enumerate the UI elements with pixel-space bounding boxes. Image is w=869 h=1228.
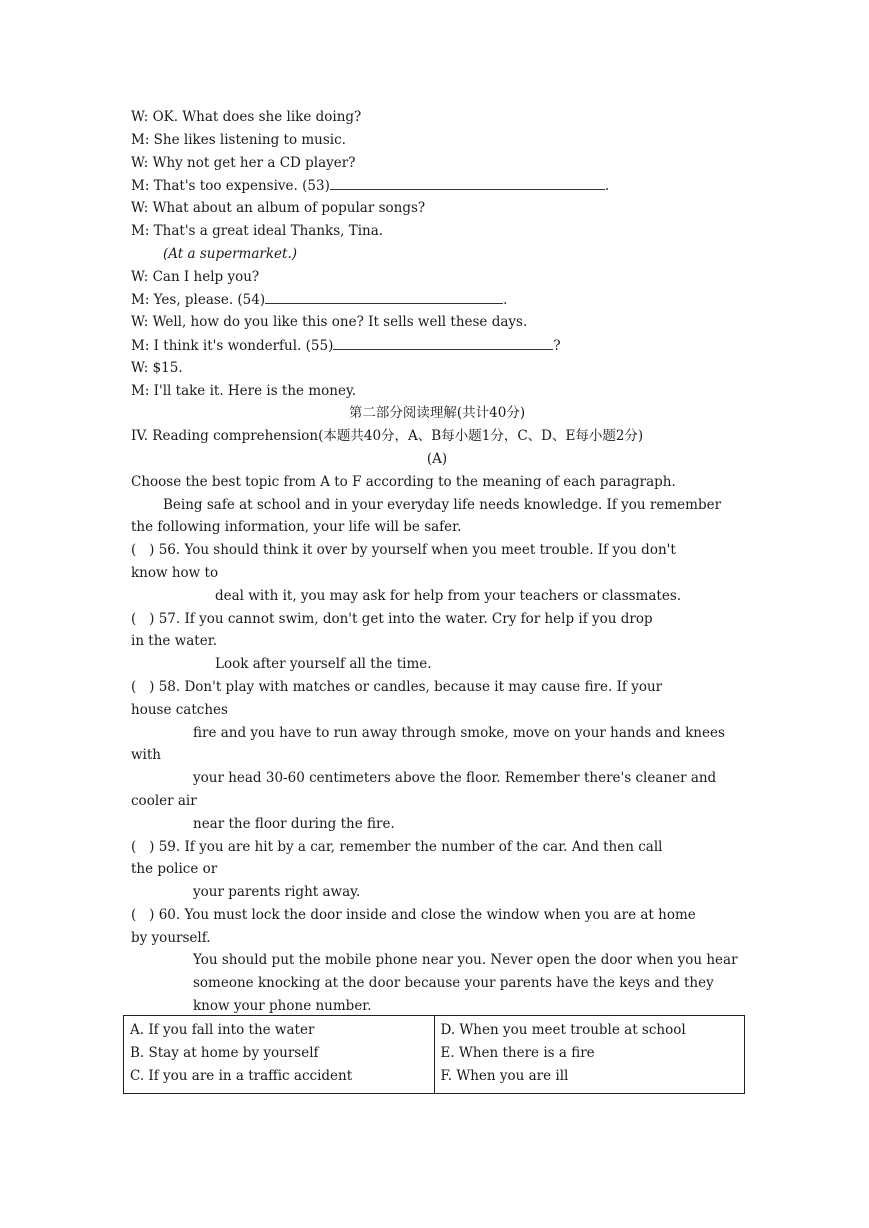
- dialogue-line: M: That's a great ideal Thanks, Tina.: [131, 222, 384, 239]
- question-text: in the water.: [131, 633, 217, 650]
- options-right-column: [434, 1016, 745, 1094]
- dialogue-line: W: Well, how do you like this one? It sells well these days.: [131, 314, 528, 331]
- question-text: someone knocking at the door because your parents have the keys and they: [193, 975, 714, 992]
- option-f: F. When you are ill: [440, 1068, 569, 1084]
- dialogue-line-blank-55: M: I think it's wonderful. (55) ?: [131, 334, 743, 357]
- dialogue-line: W: OK. What does she like doing?: [131, 109, 362, 125]
- question-56: ( ) 56. You should think it over by yourself when you meet trouble. If you don't: [131, 539, 743, 562]
- answer-bracket-57[interactable]: (: [131, 610, 150, 627]
- question-text: know your phone number.: [193, 998, 372, 1015]
- answer-blank-54[interactable]: [265, 288, 503, 304]
- dialogue-line: W: Why not get her a CD player?: [131, 154, 356, 171]
- dialogue-line: W: What about an album of popular songs?: [131, 200, 426, 217]
- question-60: ( ) 60. You must lock the door inside and close the window when you are at home: [131, 906, 696, 923]
- question-text: You should put the mobile phone near you. Never open the door when you hear: [193, 952, 738, 969]
- question-57: ( ) 57. If you cannot swim, don't get into the water. Cry for help if you drop: [131, 610, 653, 627]
- answer-bracket-58[interactable]: (: [131, 678, 150, 695]
- option-e: E. When there is a fire: [440, 1045, 595, 1061]
- answer-bracket-59[interactable]: (: [131, 838, 150, 855]
- question-text: the police or: [131, 861, 218, 878]
- dialogue-line-blank-53: M: That's too expensive. (53) .: [131, 174, 743, 197]
- question-text: your head 30-60 centimeters above the floor. Remember there's cleaner and: [193, 770, 717, 787]
- answer-blank-53[interactable]: [330, 174, 605, 190]
- option-b: B. Stay at home by yourself: [130, 1045, 319, 1061]
- part-title: 第二部分阅读理解(共计40分): [348, 405, 526, 422]
- question-text: cooler air: [131, 792, 197, 809]
- stage-direction: (At a supermarket.): [163, 245, 297, 262]
- passage-label: (A): [426, 450, 448, 467]
- answer-blank-55[interactable]: [333, 334, 553, 350]
- question-text: near the floor during the fire.: [193, 815, 395, 832]
- question-text: your parents right away.: [193, 884, 361, 901]
- document-page: [131, 106, 743, 1018]
- question-text: Look after yourself all the time.: [215, 656, 432, 673]
- options-table: [123, 1015, 745, 1094]
- dialogue-line-blank-54: M: Yes, please. (54) .: [131, 288, 743, 311]
- dialogue-line: M: I'll take it. Here is the money.: [131, 382, 357, 399]
- answer-bracket-60[interactable]: (: [131, 906, 150, 923]
- question-58: ( ) 58. Don't play with matches or candles, because it may cause fire. If your: [131, 678, 663, 695]
- instruction: Choose the best topic from A to F according to the meaning of each paragraph.: [131, 473, 676, 490]
- option-c: C. If you are in a traffic accident: [130, 1068, 353, 1084]
- section-title: IV. Reading comprehension(本题共40分，A、B每小题1分，C、D、E每小题2分): [131, 428, 644, 445]
- question-text: know how to: [131, 564, 219, 581]
- question-text: fire and you have to run away through smoke, move on your hands and knees: [193, 724, 725, 741]
- dialogue-line: W: $15.: [131, 359, 183, 376]
- options-left-column: [124, 1016, 435, 1094]
- question-text: with: [131, 747, 161, 764]
- dialogue-line: M: She likes listening to music.: [131, 131, 346, 148]
- intro-text: the following information, your life will be safer.: [131, 519, 462, 536]
- option-a: A. If you fall into the water: [130, 1022, 315, 1038]
- dialogue-line: W: Can I help you?: [131, 268, 260, 285]
- answer-bracket-56[interactable]: (: [131, 542, 150, 559]
- question-text: by yourself.: [131, 929, 211, 946]
- question-text: deal with it, you may ask for help from your teachers or classmates.: [215, 587, 682, 604]
- option-d: D. When you meet trouble at school: [440, 1022, 686, 1038]
- question-59: ( ) 59. If you are hit by a car, remember the number of the car. And then call: [131, 838, 663, 855]
- intro-text: Being safe at school and in your everyday life needs knowledge. If you remember: [163, 496, 722, 513]
- question-text: house catches: [131, 701, 228, 718]
